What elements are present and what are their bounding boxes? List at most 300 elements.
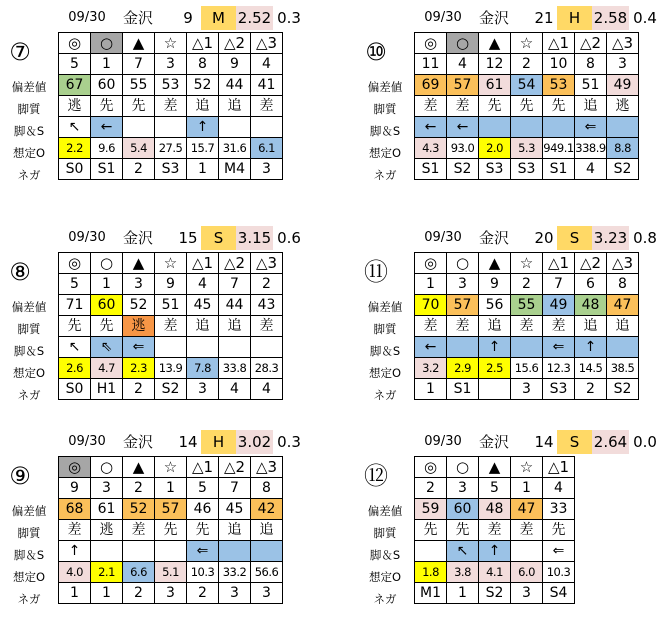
symbols-cell: △3 xyxy=(251,457,283,478)
dev-cell: 67 xyxy=(59,75,91,96)
arrows-cell xyxy=(511,337,543,358)
numbers-cell: 3 xyxy=(607,54,639,75)
race-number: ⑩ xyxy=(365,38,387,66)
style-cell: 差 xyxy=(415,96,447,117)
arrows-cell: ↑ xyxy=(575,337,607,358)
dev-cell: 60 xyxy=(447,499,479,520)
arrows-cell xyxy=(187,337,219,358)
odds-cell: 2.6 xyxy=(59,358,91,379)
dev-cell: 71 xyxy=(59,295,91,316)
prediction-grid xyxy=(414,252,639,400)
odds-cell: 15.6 xyxy=(511,358,543,379)
symbols-cell: ◎ xyxy=(59,253,91,274)
grid-row-odds xyxy=(415,562,575,583)
grid-row-numbers xyxy=(415,478,575,499)
style-cell: 追 xyxy=(251,520,283,541)
symbols-cell: ○ xyxy=(447,253,479,274)
arrows-cell: ⇐ xyxy=(543,337,575,358)
race-count: 20 xyxy=(534,229,554,247)
neg-cell: 2 xyxy=(123,583,155,604)
symbols-cell: ☆ xyxy=(511,253,543,274)
grid-row-symbols xyxy=(59,33,283,54)
arrows-cell xyxy=(219,117,251,138)
dev-cell: 59 xyxy=(415,499,447,520)
odds-cell: 33.2 xyxy=(219,562,251,583)
arrows-cell: ⇐ xyxy=(575,117,607,138)
arrows-cell: ⇐ xyxy=(543,541,575,562)
neg-cell: 3 xyxy=(251,583,283,604)
numbers-cell: 4 xyxy=(187,274,219,295)
odds-cell: 38.5 xyxy=(607,358,639,379)
neg-cell: 1 xyxy=(91,583,123,604)
neg-cell: 4 xyxy=(575,159,607,180)
race-panel xyxy=(356,226,660,430)
odds-cell: 4.7 xyxy=(91,358,123,379)
numbers-cell: 7 xyxy=(543,274,575,295)
style-cell: 逃 xyxy=(59,96,91,117)
dev-cell: 57 xyxy=(155,499,187,520)
neg-cell: S1 xyxy=(447,379,479,400)
neg-cell: S3 xyxy=(479,159,511,180)
style-cell: 差 xyxy=(251,96,283,117)
odds-cell: 27.5 xyxy=(155,138,187,159)
grid-row-style xyxy=(59,520,283,541)
dev-cell: 43 xyxy=(251,295,283,316)
style-cell: 差 xyxy=(123,520,155,541)
odds-cell: 10.3 xyxy=(187,562,219,583)
symbols-cell: △2 xyxy=(219,457,251,478)
odds-cell: 4.0 xyxy=(59,562,91,583)
race-panel xyxy=(0,6,304,210)
arrows-cell: ↑ xyxy=(479,337,511,358)
arrows-cell xyxy=(511,541,543,562)
symbols-cell: △2 xyxy=(575,253,607,274)
symbols-cell: △3 xyxy=(251,33,283,54)
arrows-cell: ↑ xyxy=(59,541,91,562)
row-label: 想定O xyxy=(368,366,402,380)
odds-cell: 2.5 xyxy=(479,358,511,379)
level-badge: S xyxy=(557,430,592,454)
symbols-cell: ☆ xyxy=(511,457,543,478)
arrows-cell: ← xyxy=(447,117,479,138)
numbers-cell: 2 xyxy=(511,54,543,75)
odds-cell: 10.3 xyxy=(543,562,575,583)
style-cell: 先 xyxy=(447,520,479,541)
grid-row-style xyxy=(415,520,575,541)
tail-value: 0.0 xyxy=(633,433,657,451)
row-label: 脚＆S xyxy=(13,548,45,562)
grid-row-dev xyxy=(59,295,283,316)
style-cell: 先 xyxy=(543,520,575,541)
numbers-cell: 5 xyxy=(479,478,511,499)
race-number: ⑦ xyxy=(9,38,31,66)
odds-cell: 2.3 xyxy=(123,358,155,379)
neg-cell: S2 xyxy=(155,379,187,400)
odds-cell: 338.9 xyxy=(575,138,607,159)
symbols-cell: ○ xyxy=(447,457,479,478)
odds-cell: 2.2 xyxy=(59,138,91,159)
grid-row-style xyxy=(415,96,639,117)
symbols-cell: △3 xyxy=(607,253,639,274)
level-badge: H xyxy=(557,6,592,30)
race-count: 9 xyxy=(183,9,193,27)
style-cell: 差 xyxy=(251,316,283,337)
grid-row-neg xyxy=(415,159,639,180)
grid-row-numbers xyxy=(415,274,639,295)
style-cell: 先 xyxy=(91,96,123,117)
arrows-cell xyxy=(91,541,123,562)
odds-cell: 6.6 xyxy=(123,562,155,583)
date: 09/30 xyxy=(68,230,106,245)
neg-cell: S2 xyxy=(607,159,639,180)
style-cell: 逃 xyxy=(607,96,639,117)
date: 09/30 xyxy=(424,10,462,25)
arrows-cell xyxy=(607,117,639,138)
grid-row-dev xyxy=(415,499,575,520)
neg-cell: S2 xyxy=(479,583,511,604)
tail-value: 0.8 xyxy=(633,229,657,247)
dev-cell: 56 xyxy=(479,295,511,316)
arrows-cell: ↖ xyxy=(59,117,91,138)
race-number: ⑫ xyxy=(364,462,388,490)
neg-cell: 3 xyxy=(219,583,251,604)
odds-cell: 4.3 xyxy=(415,138,447,159)
level-badge: S xyxy=(557,226,592,250)
symbols-cell: △3 xyxy=(607,33,639,54)
race-panel xyxy=(356,6,660,210)
symbols-cell: ○ xyxy=(91,253,123,274)
arrows-cell xyxy=(251,337,283,358)
odds-cell: 12.3 xyxy=(543,358,575,379)
tail-value: 0.3 xyxy=(277,9,301,27)
style-cell: 差 xyxy=(479,520,511,541)
odds-cell: 33.8 xyxy=(219,358,251,379)
symbols-cell: ▲ xyxy=(479,33,511,54)
neg-cell: M4 xyxy=(219,159,251,180)
prediction-grid xyxy=(58,456,283,604)
style-cell: 逃 xyxy=(123,316,155,337)
style-cell: 差 xyxy=(447,316,479,337)
odds-cell: 14.5 xyxy=(575,358,607,379)
style-cell: 差 xyxy=(511,316,543,337)
date: 09/30 xyxy=(68,10,106,25)
date: 09/30 xyxy=(68,434,106,449)
grid-row-dev xyxy=(415,75,639,96)
grid-row-symbols xyxy=(415,253,639,274)
arrows-cell xyxy=(123,541,155,562)
neg-cell: 1 xyxy=(447,583,479,604)
style-cell: 先 xyxy=(479,96,511,117)
style-cell: 逃 xyxy=(91,520,123,541)
odds-cell: 1.8 xyxy=(415,562,447,583)
symbols-cell: ☆ xyxy=(155,253,187,274)
dev-cell: 46 xyxy=(187,499,219,520)
grid-row-odds xyxy=(59,138,283,159)
odds-cell: 6.1 xyxy=(251,138,283,159)
neg-cell: S3 xyxy=(543,379,575,400)
numbers-cell: 7 xyxy=(123,54,155,75)
neg-cell: 2 xyxy=(123,159,155,180)
style-cell: 先 xyxy=(123,96,155,117)
symbols-cell: △1 xyxy=(187,457,219,478)
venue: 金沢 xyxy=(478,433,509,451)
odds-cell: 15.7 xyxy=(187,138,219,159)
odds-cell: 2.9 xyxy=(447,358,479,379)
grid-row-arrows xyxy=(59,117,283,138)
neg-cell: S4 xyxy=(543,583,575,604)
odds-cell: 2.1 xyxy=(91,562,123,583)
neg-cell: 2 xyxy=(187,583,219,604)
dev-cell: 33 xyxy=(543,499,575,520)
neg-cell: 3 xyxy=(187,379,219,400)
grid-row-arrows xyxy=(415,337,639,358)
numbers-cell: 4 xyxy=(543,478,575,499)
numbers-cell: 9 xyxy=(155,274,187,295)
grid-row-neg xyxy=(59,159,283,180)
arrows-cell: ⇐ xyxy=(187,541,219,562)
numbers-cell: 3 xyxy=(155,54,187,75)
row-label: ネガ xyxy=(373,168,397,182)
neg-cell: S2 xyxy=(447,159,479,180)
numbers-cell: 1 xyxy=(415,274,447,295)
odds-cell: 13.9 xyxy=(155,358,187,379)
row-label: 想定O xyxy=(12,366,46,380)
odds-cell: 31.6 xyxy=(219,138,251,159)
grid-row-odds xyxy=(59,358,283,379)
arrows-cell xyxy=(479,117,511,138)
venue: 金沢 xyxy=(122,229,153,247)
grid-row-arrows xyxy=(415,541,575,562)
dev-cell: 60 xyxy=(91,295,123,316)
neg-cell: S3 xyxy=(155,159,187,180)
symbols-cell: △1 xyxy=(543,33,575,54)
dev-cell: 51 xyxy=(155,295,187,316)
numbers-cell: 5 xyxy=(187,478,219,499)
style-cell: 差 xyxy=(511,520,543,541)
arrows-cell xyxy=(251,117,283,138)
numbers-cell: 8 xyxy=(187,54,219,75)
row-label: 偏差値 xyxy=(367,80,403,94)
row-label: ネガ xyxy=(17,168,41,182)
numbers-cell: 10 xyxy=(543,54,575,75)
grid-row-numbers xyxy=(59,54,283,75)
arrows-cell xyxy=(123,117,155,138)
dev-cell: 54 xyxy=(511,75,543,96)
dev-cell: 44 xyxy=(219,75,251,96)
odds-cell: 3.8 xyxy=(447,562,479,583)
dev-cell: 57 xyxy=(447,75,479,96)
race-count: 21 xyxy=(534,9,554,27)
tail-value: 0.6 xyxy=(277,229,301,247)
neg-cell: S1 xyxy=(91,159,123,180)
style-cell: 差 xyxy=(415,316,447,337)
race-number: ⑪ xyxy=(364,258,388,286)
arrows-cell xyxy=(155,337,187,358)
grid-row-symbols xyxy=(415,457,575,478)
level-badge: S xyxy=(201,226,236,250)
symbols-cell: ◎ xyxy=(59,33,91,54)
level-badge: M xyxy=(201,6,236,30)
numbers-cell: 2 xyxy=(123,478,155,499)
grid-row-arrows xyxy=(59,541,283,562)
row-label: 脚＆S xyxy=(13,124,45,138)
odds-cell: 5.1 xyxy=(155,562,187,583)
dev-cell: 47 xyxy=(607,295,639,316)
race-number: ⑨ xyxy=(9,462,31,490)
style-cell: 追 xyxy=(219,96,251,117)
neg-cell: 4 xyxy=(251,379,283,400)
symbols-cell: ▲ xyxy=(123,457,155,478)
row-label: 脚質 xyxy=(373,322,397,336)
symbols-cell: ▲ xyxy=(123,253,155,274)
grid-row-neg xyxy=(59,379,283,400)
arrows-cell xyxy=(607,337,639,358)
grid-row-symbols xyxy=(415,33,639,54)
symbols-cell: ☆ xyxy=(155,457,187,478)
arrows-cell: ⇖ xyxy=(91,337,123,358)
row-label: 脚＆S xyxy=(13,344,45,358)
symbols-cell: ○ xyxy=(447,33,479,54)
row-label: 偏差値 xyxy=(11,80,47,94)
arrows-cell xyxy=(415,541,447,562)
odds-cell: 949.1 xyxy=(543,138,575,159)
style-cell: 追 xyxy=(187,316,219,337)
score: 3.23 xyxy=(592,226,629,250)
dev-cell: 57 xyxy=(447,295,479,316)
numbers-cell: 2 xyxy=(251,274,283,295)
odds-cell: 3.2 xyxy=(415,358,447,379)
numbers-cell: 1 xyxy=(91,54,123,75)
neg-cell: S0 xyxy=(59,379,91,400)
dev-cell: 70 xyxy=(415,295,447,316)
row-label: ネガ xyxy=(373,592,397,606)
row-label: 脚＆S xyxy=(369,344,401,358)
arrows-cell: ↑ xyxy=(479,541,511,562)
style-cell: 追 xyxy=(479,316,511,337)
dev-cell: 69 xyxy=(415,75,447,96)
dev-cell: 49 xyxy=(607,75,639,96)
numbers-cell: 8 xyxy=(251,478,283,499)
numbers-cell: 2 xyxy=(511,274,543,295)
numbers-cell: 3 xyxy=(123,274,155,295)
arrows-cell xyxy=(511,117,543,138)
race-count: 14 xyxy=(534,433,554,451)
neg-cell: 3 xyxy=(511,583,543,604)
row-label: 偏差値 xyxy=(11,504,47,518)
prediction-grid xyxy=(58,32,283,180)
race-panel xyxy=(356,430,660,634)
race-number: ⑧ xyxy=(9,258,31,286)
dev-cell: 61 xyxy=(91,499,123,520)
grid-row-symbols xyxy=(59,253,283,274)
dev-cell: 42 xyxy=(251,499,283,520)
style-cell: 追 xyxy=(607,316,639,337)
symbols-cell: △1 xyxy=(543,457,575,478)
odds-cell: 2.0 xyxy=(479,138,511,159)
style-cell: 差 xyxy=(155,316,187,337)
numbers-cell: 3 xyxy=(91,478,123,499)
row-label: 偏差値 xyxy=(367,300,403,314)
arrows-cell: ← xyxy=(415,117,447,138)
symbols-cell: △1 xyxy=(187,33,219,54)
arrows-cell: ↖ xyxy=(59,337,91,358)
style-cell: 追 xyxy=(187,96,219,117)
neg-cell: S1 xyxy=(543,159,575,180)
dev-cell: 51 xyxy=(575,75,607,96)
style-cell: 先 xyxy=(91,316,123,337)
numbers-cell: 7 xyxy=(219,274,251,295)
symbols-cell: ○ xyxy=(91,33,123,54)
prediction-grid xyxy=(414,32,639,180)
numbers-cell: 4 xyxy=(251,54,283,75)
style-cell: 先 xyxy=(415,520,447,541)
numbers-cell: 9 xyxy=(219,54,251,75)
grid-row-neg xyxy=(59,583,283,604)
dev-cell: 48 xyxy=(575,295,607,316)
row-label: 偏差値 xyxy=(367,504,403,518)
odds-cell: 8.8 xyxy=(607,138,639,159)
style-cell: 先 xyxy=(59,316,91,337)
arrows-cell xyxy=(219,337,251,358)
arrows-cell xyxy=(447,337,479,358)
odds-cell: 5.4 xyxy=(123,138,155,159)
arrows-cell xyxy=(155,541,187,562)
symbols-cell: ◎ xyxy=(415,253,447,274)
date: 09/30 xyxy=(424,434,462,449)
venue: 金沢 xyxy=(478,229,509,247)
symbols-cell: ▲ xyxy=(479,253,511,274)
dev-cell: 44 xyxy=(219,295,251,316)
grid-row-odds xyxy=(415,138,639,159)
prediction-grid xyxy=(414,456,575,604)
numbers-cell: 9 xyxy=(479,274,511,295)
symbols-cell: ▲ xyxy=(123,33,155,54)
race-panel xyxy=(0,226,304,430)
dev-cell: 53 xyxy=(155,75,187,96)
arrows-cell xyxy=(219,541,251,562)
symbols-cell: △2 xyxy=(219,33,251,54)
neg-cell: S1 xyxy=(415,159,447,180)
symbols-cell: ☆ xyxy=(511,33,543,54)
dev-cell: 52 xyxy=(123,295,155,316)
symbols-cell: △1 xyxy=(543,253,575,274)
row-label: 脚質 xyxy=(17,102,41,116)
numbers-cell: 1 xyxy=(511,478,543,499)
row-label: 脚質 xyxy=(17,322,41,336)
style-cell: 差 xyxy=(155,96,187,117)
level-badge: H xyxy=(201,430,236,454)
arrows-cell xyxy=(251,541,283,562)
tail-value: 0.3 xyxy=(277,433,301,451)
grid-row-dev xyxy=(415,295,639,316)
symbols-cell: ☆ xyxy=(155,33,187,54)
arrows-cell: ↑ xyxy=(187,117,219,138)
numbers-cell: 5 xyxy=(59,274,91,295)
neg-cell: H1 xyxy=(91,379,123,400)
row-label: 脚質 xyxy=(373,102,397,116)
row-label: 脚質 xyxy=(373,526,397,540)
grid-row-numbers xyxy=(59,478,283,499)
arrows-cell xyxy=(155,117,187,138)
row-label: 想定O xyxy=(12,146,46,160)
numbers-cell: 1 xyxy=(91,274,123,295)
style-cell: 先 xyxy=(511,96,543,117)
arrows-cell: ← xyxy=(91,117,123,138)
row-label: ネガ xyxy=(17,592,41,606)
grid-row-style xyxy=(415,316,639,337)
neg-cell: 1 xyxy=(187,159,219,180)
grid-row-neg xyxy=(415,379,639,400)
